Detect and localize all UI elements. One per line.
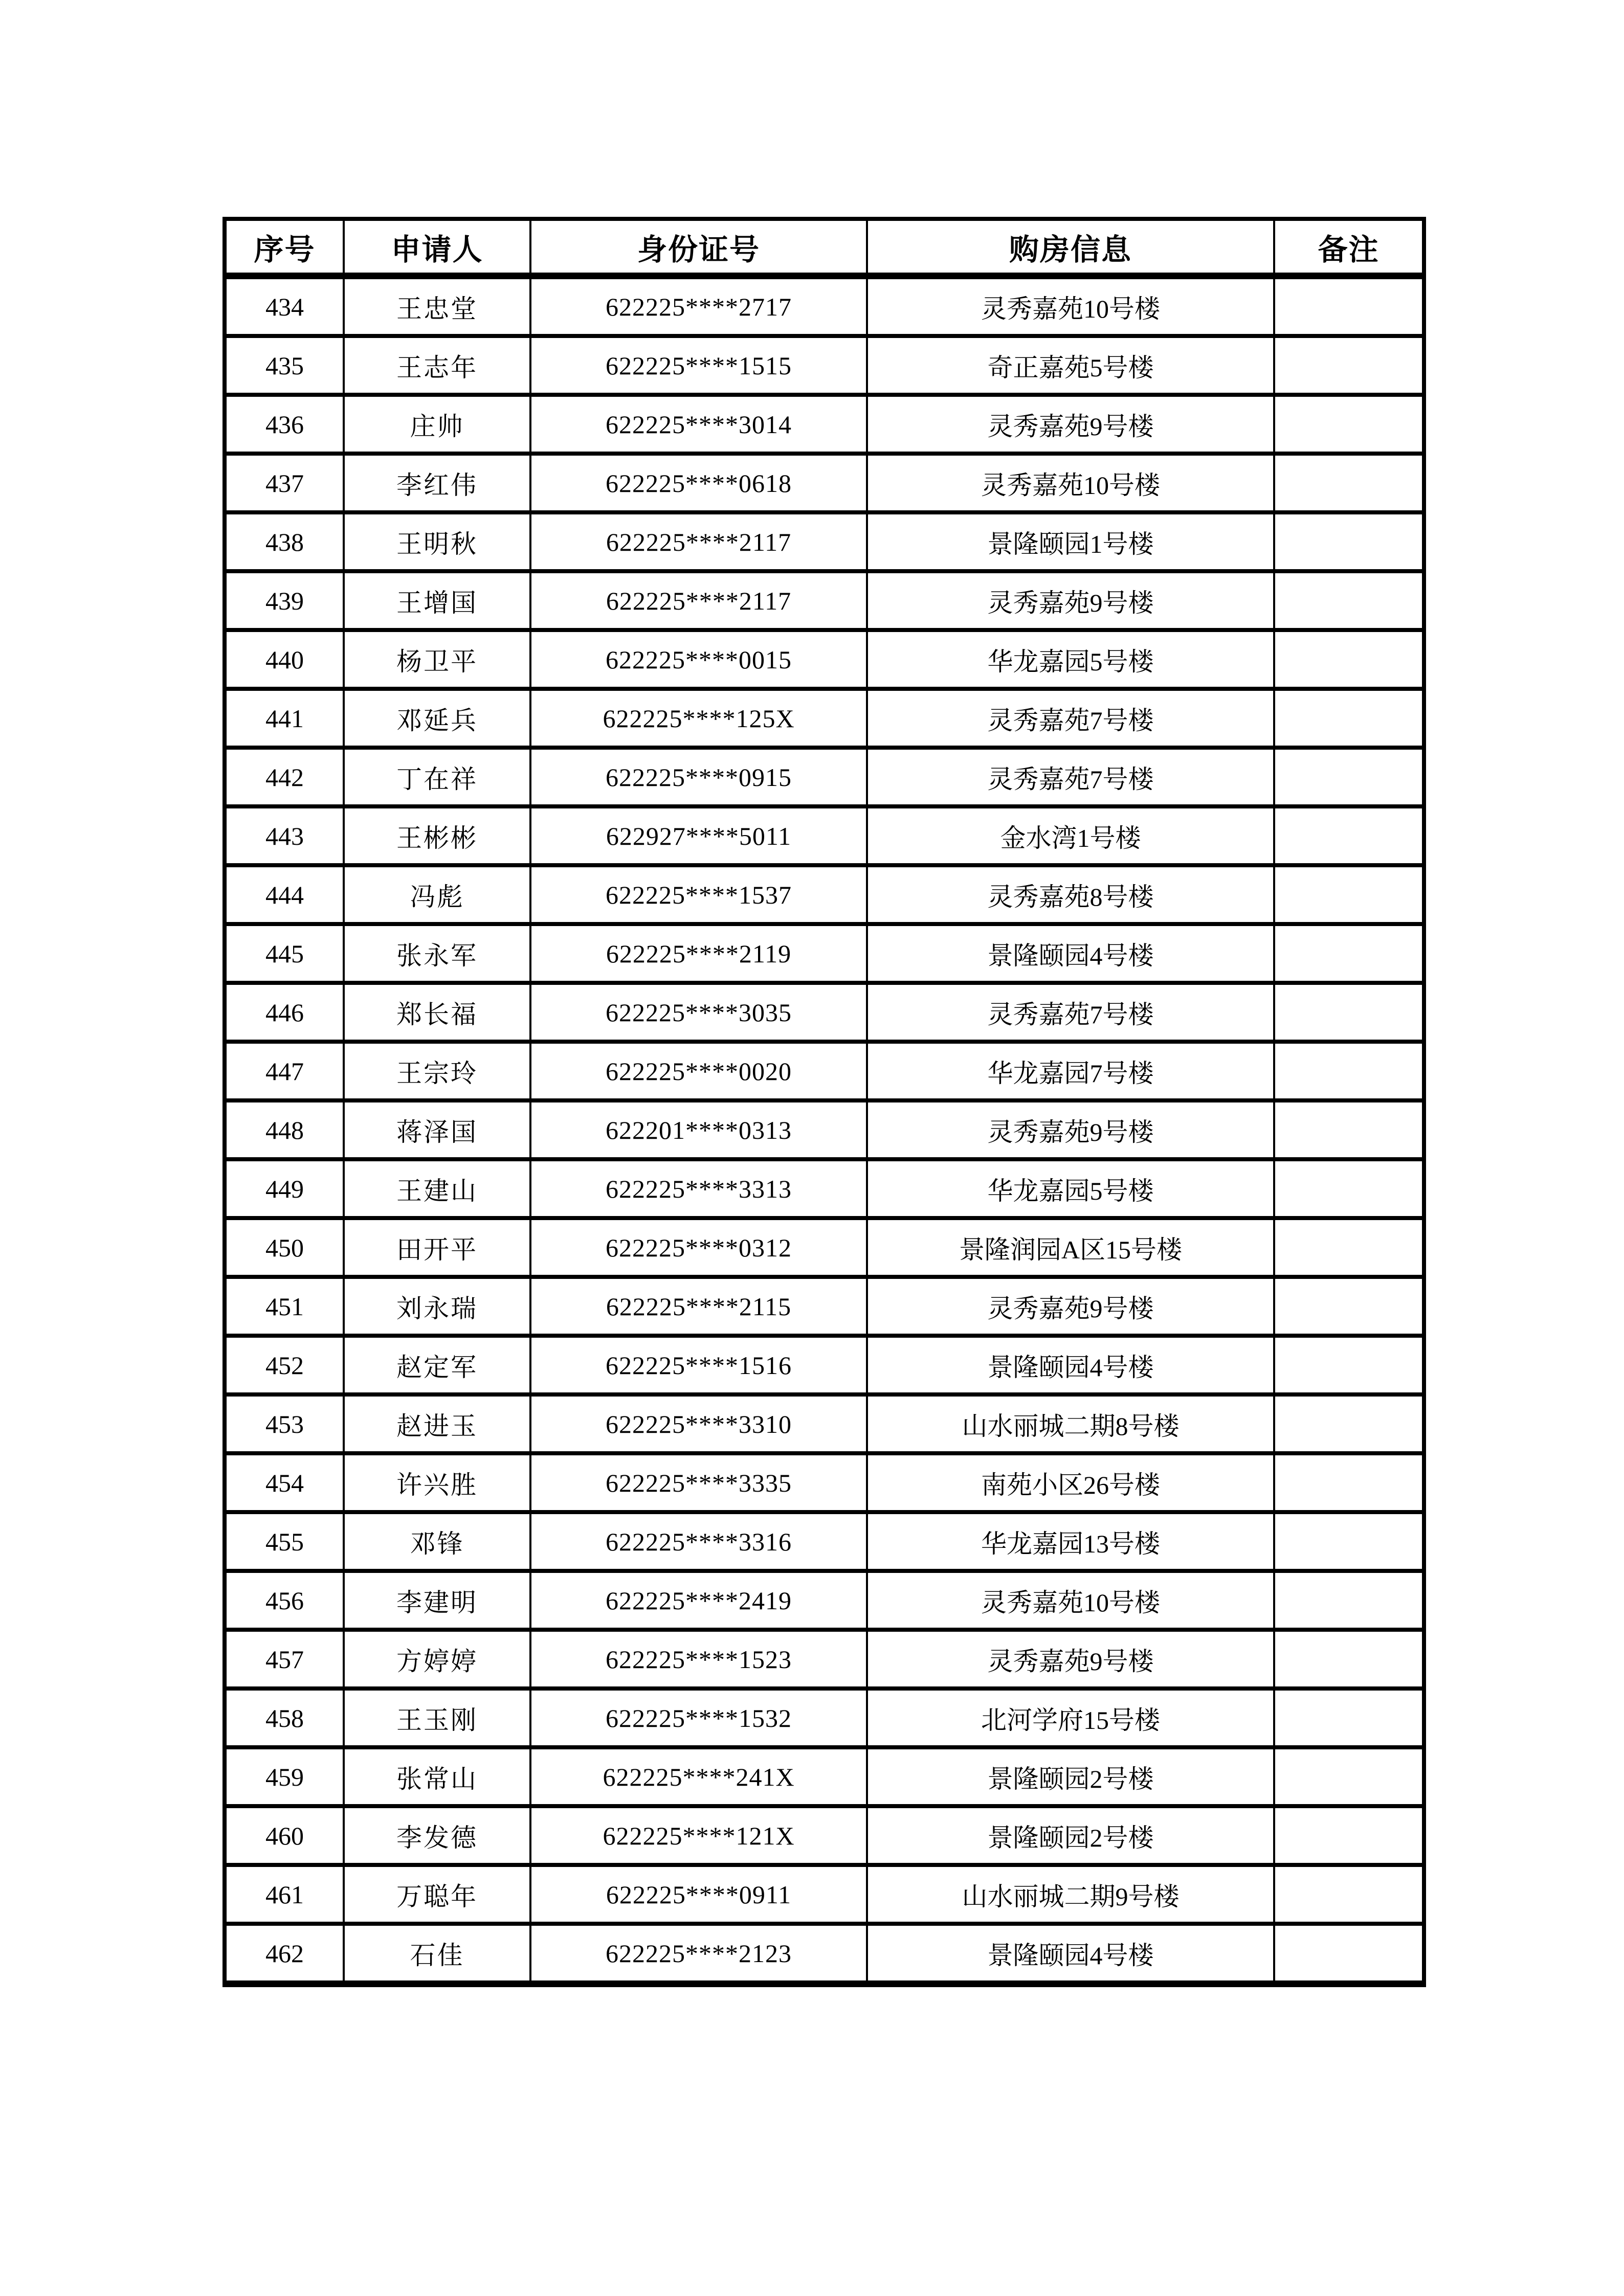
table-row xyxy=(225,983,1424,1042)
seq-cell: 436 xyxy=(225,395,344,454)
id-number-cell: 622225****2419 xyxy=(530,1571,867,1630)
remark-cell xyxy=(1274,1747,1424,1806)
seq-cell: 454 xyxy=(225,1453,344,1512)
remark-cell xyxy=(1274,1689,1424,1747)
applicant-name-cell: 张常山 xyxy=(344,1747,530,1806)
applicant-name-cell: 田开平 xyxy=(344,1218,530,1277)
id-number-cell: 622225****0015 xyxy=(530,630,867,689)
seq-cell: 448 xyxy=(225,1100,344,1159)
table-row xyxy=(225,1806,1424,1865)
table-row xyxy=(225,924,1424,983)
remark-cell xyxy=(1274,1218,1424,1277)
table-row xyxy=(225,512,1424,571)
applicant-name-cell: 王玉刚 xyxy=(344,1689,530,1747)
applicant-name-cell: 冯彪 xyxy=(344,865,530,924)
applicant-name-cell: 许兴胜 xyxy=(344,1453,530,1512)
housing-info-cell: 灵秀嘉苑10号楼 xyxy=(867,454,1274,512)
applicant-name-cell: 方婷婷 xyxy=(344,1630,530,1689)
housing-info-cell: 奇正嘉苑5号楼 xyxy=(867,336,1274,395)
applicant-name-cell: 李建明 xyxy=(344,1571,530,1630)
seq-cell: 453 xyxy=(225,1394,344,1453)
applicant-name-cell: 王忠堂 xyxy=(344,276,530,336)
applicant-name-cell: 王志年 xyxy=(344,336,530,395)
id-number-cell: 622225****3313 xyxy=(530,1159,867,1218)
housing-info-cell: 北河学府15号楼 xyxy=(867,1689,1274,1747)
id-number-cell: 622225****0915 xyxy=(530,748,867,806)
seq-cell: 441 xyxy=(225,689,344,748)
id-number-cell: 622225****2117 xyxy=(530,571,867,630)
seq-cell: 451 xyxy=(225,1277,344,1336)
id-number-cell: 622225****3316 xyxy=(530,1512,867,1571)
housing-info-cell: 景隆颐园4号楼 xyxy=(867,1924,1274,1984)
housing-info-cell: 华龙嘉园5号楼 xyxy=(867,630,1274,689)
seq-cell: 434 xyxy=(225,276,344,336)
remark-cell xyxy=(1274,1806,1424,1865)
seq-cell: 458 xyxy=(225,1689,344,1747)
table-row xyxy=(225,1159,1424,1218)
housing-info-cell: 华龙嘉园7号楼 xyxy=(867,1042,1274,1100)
seq-cell: 455 xyxy=(225,1512,344,1571)
remark-cell xyxy=(1274,1924,1424,1984)
housing-info-cell: 灵秀嘉苑9号楼 xyxy=(867,1277,1274,1336)
table-row xyxy=(225,865,1424,924)
id-number-cell: 622225****2123 xyxy=(530,1924,867,1984)
id-number-cell: 622225****2119 xyxy=(530,924,867,983)
applicant-name-cell: 蒋泽国 xyxy=(344,1100,530,1159)
table-row xyxy=(225,1571,1424,1630)
seq-cell: 443 xyxy=(225,806,344,865)
remark-cell xyxy=(1274,1394,1424,1453)
table-row xyxy=(225,689,1424,748)
id-number-cell: 622225****3335 xyxy=(530,1453,867,1512)
remark-cell xyxy=(1274,1100,1424,1159)
id-number-cell: 622225****3310 xyxy=(530,1394,867,1453)
seq-cell: 452 xyxy=(225,1336,344,1394)
table-row xyxy=(225,571,1424,630)
seq-cell: 435 xyxy=(225,336,344,395)
id-number-cell: 622225****1537 xyxy=(530,865,867,924)
seq-cell: 456 xyxy=(225,1571,344,1630)
remark-cell xyxy=(1274,1277,1424,1336)
applicant-name-cell: 张永军 xyxy=(344,924,530,983)
remark-cell xyxy=(1274,1630,1424,1689)
seq-cell: 439 xyxy=(225,571,344,630)
housing-info-cell: 南苑小区26号楼 xyxy=(867,1453,1274,1512)
housing-info-cell: 金水湾1号楼 xyxy=(867,806,1274,865)
applicant-name-cell: 李发德 xyxy=(344,1806,530,1865)
id-number-cell: 622225****0911 xyxy=(530,1865,867,1924)
remark-cell xyxy=(1274,1042,1424,1100)
applicant-name-cell: 石佳 xyxy=(344,1924,530,1984)
housing-info-cell: 华龙嘉园13号楼 xyxy=(867,1512,1274,1571)
table-row xyxy=(225,1453,1424,1512)
housing-info-cell: 灵秀嘉苑7号楼 xyxy=(867,983,1274,1042)
housing-info-cell: 灵秀嘉苑8号楼 xyxy=(867,865,1274,924)
header-id-number: 身份证号 xyxy=(530,219,867,276)
id-number-cell: 622225****0312 xyxy=(530,1218,867,1277)
remark-cell xyxy=(1274,1336,1424,1394)
applicant-name-cell: 王建山 xyxy=(344,1159,530,1218)
applicant-name-cell: 庄帅 xyxy=(344,395,530,454)
id-number-cell: 622225****0618 xyxy=(530,454,867,512)
remark-cell xyxy=(1274,395,1424,454)
id-number-cell: 622225****1515 xyxy=(530,336,867,395)
applicant-roster-table xyxy=(223,217,1426,1987)
table-row xyxy=(225,1865,1424,1924)
housing-info-cell: 景隆颐园4号楼 xyxy=(867,1336,1274,1394)
header-remark: 备注 xyxy=(1274,219,1424,276)
remark-cell xyxy=(1274,689,1424,748)
table-row xyxy=(225,395,1424,454)
table-row xyxy=(225,1512,1424,1571)
id-number-cell: 622225****241X xyxy=(530,1747,867,1806)
table-row xyxy=(225,630,1424,689)
id-number-cell: 622927****5011 xyxy=(530,806,867,865)
id-number-cell: 622225****0020 xyxy=(530,1042,867,1100)
applicant-name-cell: 万聪年 xyxy=(344,1865,530,1924)
housing-info-cell: 景隆颐园4号楼 xyxy=(867,924,1274,983)
seq-cell: 447 xyxy=(225,1042,344,1100)
id-number-cell: 622225****1532 xyxy=(530,1689,867,1747)
seq-cell: 460 xyxy=(225,1806,344,1865)
remark-cell xyxy=(1274,571,1424,630)
id-number-cell: 622225****2717 xyxy=(530,276,867,336)
remark-cell xyxy=(1274,748,1424,806)
table-row xyxy=(225,1218,1424,1277)
remark-cell xyxy=(1274,924,1424,983)
applicant-name-cell: 邓锋 xyxy=(344,1512,530,1571)
remark-cell xyxy=(1274,1512,1424,1571)
remark-cell xyxy=(1274,512,1424,571)
housing-info-cell: 景隆颐园2号楼 xyxy=(867,1747,1274,1806)
housing-info-cell: 山水丽城二期8号楼 xyxy=(867,1394,1274,1453)
seq-cell: 461 xyxy=(225,1865,344,1924)
applicant-name-cell: 李红伟 xyxy=(344,454,530,512)
remark-cell xyxy=(1274,630,1424,689)
remark-cell xyxy=(1274,1571,1424,1630)
table-row xyxy=(225,1394,1424,1453)
table-row xyxy=(225,1924,1424,1984)
housing-info-cell: 景隆颐园2号楼 xyxy=(867,1806,1274,1865)
applicant-name-cell: 丁在祥 xyxy=(344,748,530,806)
seq-cell: 457 xyxy=(225,1630,344,1689)
id-number-cell: 622225****2115 xyxy=(530,1277,867,1336)
remark-cell xyxy=(1274,865,1424,924)
table-row xyxy=(225,1689,1424,1747)
applicant-name-cell: 赵定军 xyxy=(344,1336,530,1394)
table-row xyxy=(225,1336,1424,1394)
housing-info-cell: 灵秀嘉苑9号楼 xyxy=(867,1100,1274,1159)
seq-cell: 440 xyxy=(225,630,344,689)
housing-info-cell: 灵秀嘉苑9号楼 xyxy=(867,395,1274,454)
seq-cell: 438 xyxy=(225,512,344,571)
applicant-name-cell: 王彬彬 xyxy=(344,806,530,865)
header-applicant: 申请人 xyxy=(344,219,530,276)
table-row xyxy=(225,454,1424,512)
housing-info-cell: 灵秀嘉苑10号楼 xyxy=(867,1571,1274,1630)
remark-cell xyxy=(1274,276,1424,336)
id-number-cell: 622201****0313 xyxy=(530,1100,867,1159)
housing-info-cell: 灵秀嘉苑10号楼 xyxy=(867,276,1274,336)
seq-cell: 449 xyxy=(225,1159,344,1218)
applicant-name-cell: 邓延兵 xyxy=(344,689,530,748)
table-row xyxy=(225,748,1424,806)
id-number-cell: 622225****121X xyxy=(530,1806,867,1865)
seq-cell: 450 xyxy=(225,1218,344,1277)
table-row xyxy=(225,1747,1424,1806)
applicant-name-cell: 王增国 xyxy=(344,571,530,630)
housing-info-cell: 灵秀嘉苑7号楼 xyxy=(867,748,1274,806)
seq-cell: 462 xyxy=(225,1924,344,1984)
housing-info-cell: 景隆颐园1号楼 xyxy=(867,512,1274,571)
header-seq: 序号 xyxy=(225,219,344,276)
table-body xyxy=(225,276,1424,1984)
seq-cell: 446 xyxy=(225,983,344,1042)
applicant-name-cell: 赵进玉 xyxy=(344,1394,530,1453)
remark-cell xyxy=(1274,336,1424,395)
table-row xyxy=(225,1100,1424,1159)
header-row xyxy=(225,219,1424,276)
id-number-cell: 622225****3014 xyxy=(530,395,867,454)
remark-cell xyxy=(1274,983,1424,1042)
applicant-name-cell: 王明秋 xyxy=(344,512,530,571)
housing-info-cell: 华龙嘉园5号楼 xyxy=(867,1159,1274,1218)
housing-info-cell: 灵秀嘉苑9号楼 xyxy=(867,571,1274,630)
header-housing-info: 购房信息 xyxy=(867,219,1274,276)
seq-cell: 437 xyxy=(225,454,344,512)
applicant-name-cell: 郑长福 xyxy=(344,983,530,1042)
remark-cell xyxy=(1274,1865,1424,1924)
applicant-name-cell: 刘永瑞 xyxy=(344,1277,530,1336)
housing-info-cell: 山水丽城二期9号楼 xyxy=(867,1865,1274,1924)
housing-info-cell: 灵秀嘉苑7号楼 xyxy=(867,689,1274,748)
id-number-cell: 622225****125X xyxy=(530,689,867,748)
id-number-cell: 622225****2117 xyxy=(530,512,867,571)
seq-cell: 442 xyxy=(225,748,344,806)
table-row xyxy=(225,1630,1424,1689)
remark-cell xyxy=(1274,1453,1424,1512)
seq-cell: 444 xyxy=(225,865,344,924)
remark-cell xyxy=(1274,1159,1424,1218)
table-row xyxy=(225,806,1424,865)
seq-cell: 445 xyxy=(225,924,344,983)
table-header xyxy=(225,219,1424,276)
id-number-cell: 622225****1516 xyxy=(530,1336,867,1394)
applicant-name-cell: 王宗玲 xyxy=(344,1042,530,1100)
housing-info-cell: 灵秀嘉苑9号楼 xyxy=(867,1630,1274,1689)
table-row xyxy=(225,276,1424,336)
applicant-name-cell: 杨卫平 xyxy=(344,630,530,689)
housing-info-cell: 景隆润园A区15号楼 xyxy=(867,1218,1274,1277)
table-row xyxy=(225,336,1424,395)
remark-cell xyxy=(1274,806,1424,865)
id-number-cell: 622225****1523 xyxy=(530,1630,867,1689)
seq-cell: 459 xyxy=(225,1747,344,1806)
id-number-cell: 622225****3035 xyxy=(530,983,867,1042)
table-row xyxy=(225,1277,1424,1336)
remark-cell xyxy=(1274,454,1424,512)
table-row xyxy=(225,1042,1424,1100)
